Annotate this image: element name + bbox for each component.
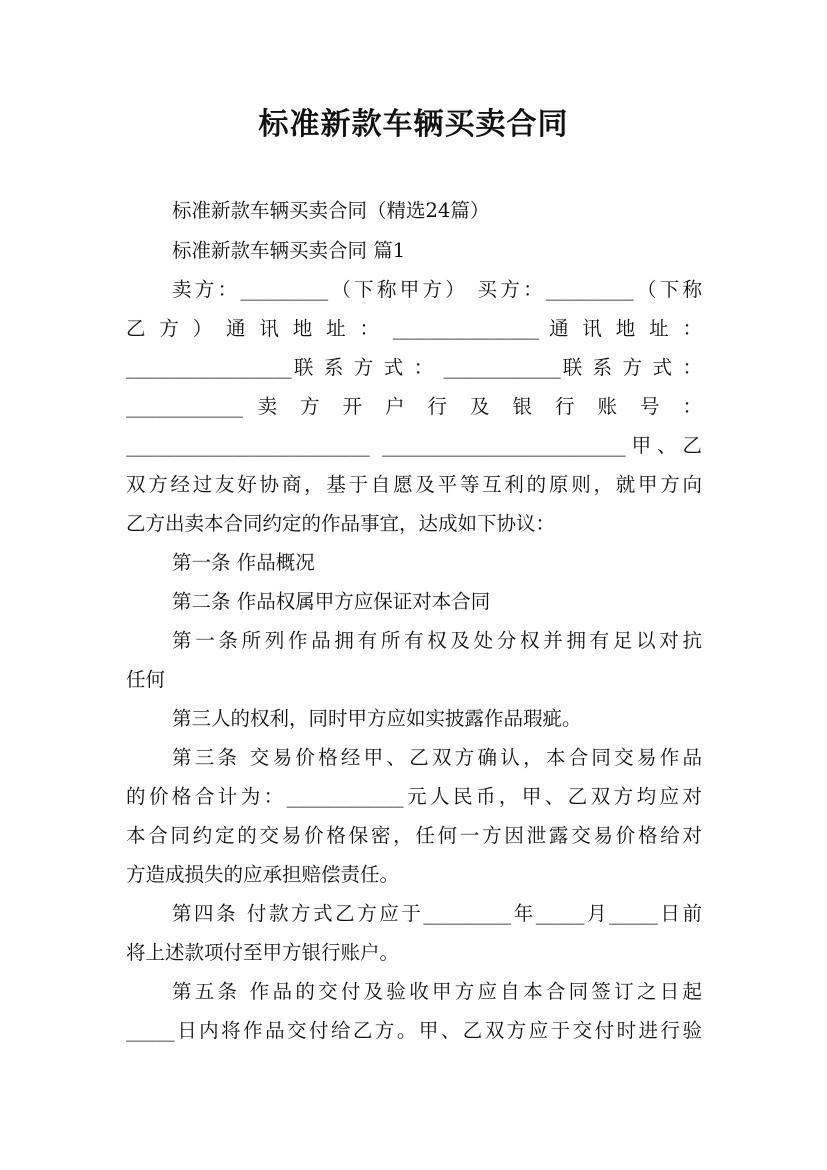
body-line: _________________________ _________________________甲、乙 bbox=[126, 434, 702, 457]
body-line: 双方经过友好协商，基于自愿及平等互利的原则，就甲方向 bbox=[126, 473, 702, 496]
body-line: 任何 bbox=[126, 668, 166, 691]
body-line: 第三条 交易价格经甲、乙双方确认，本合同交易作品 bbox=[172, 746, 702, 769]
body-line: 第一条所列作品拥有所有权及处分权并拥有足以对抗 bbox=[172, 629, 702, 652]
section-heading: 标准新款车辆买卖合同 篇1 bbox=[172, 239, 406, 262]
body-line: 的价格合计为：____________元人民币，甲、乙双方均应对 bbox=[126, 785, 702, 808]
body-line: _________________联 系 方 式 ： ____________联 系 方 式 ： bbox=[126, 356, 702, 379]
body-line: 第五条 作品的交付及验收甲方应自本合同签订之日起 bbox=[172, 980, 702, 1003]
body-line: 第四条 付款方式乙方应于_________年_____月_____日前 bbox=[172, 902, 702, 925]
body-line: 卖方：_________（下称甲方） 买方：_________（下称 bbox=[172, 278, 702, 301]
body-line: 本合同约定的交易价格保密，任何一方因泄露交易价格给对 bbox=[126, 824, 702, 847]
body-line: ____________ 卖 方 开 户 行 及 银 行 账 号 ： bbox=[126, 395, 702, 418]
body-line: 乙方出卖本合同约定的作品事宜，达成如下协议： bbox=[126, 512, 556, 535]
clause-heading: 第一条 作品概况 bbox=[172, 551, 315, 574]
body-line: 方造成损失的应承担赔偿责任。 bbox=[126, 863, 400, 886]
body-line: _____日内将作品交付给乙方。甲、乙双方应于交付时进行验 bbox=[126, 1019, 702, 1042]
body-line: 第三人的权利，同时甲方应如实披露作品瑕疵。 bbox=[172, 707, 582, 730]
document-title: 标准新款车辆买卖合同 bbox=[258, 107, 569, 142]
body-line: 乙 方 ） 通 讯 地 址 ： _______________ 通 讯 地 址 ： bbox=[126, 317, 702, 340]
subtitle-line: 标准新款车辆买卖合同（精选24篇） bbox=[172, 199, 490, 222]
body-line: 将上述款项付至甲方银行账户。 bbox=[126, 941, 400, 964]
clause-heading: 第二条 作品权属甲方应保证对本合同 bbox=[172, 590, 491, 613]
